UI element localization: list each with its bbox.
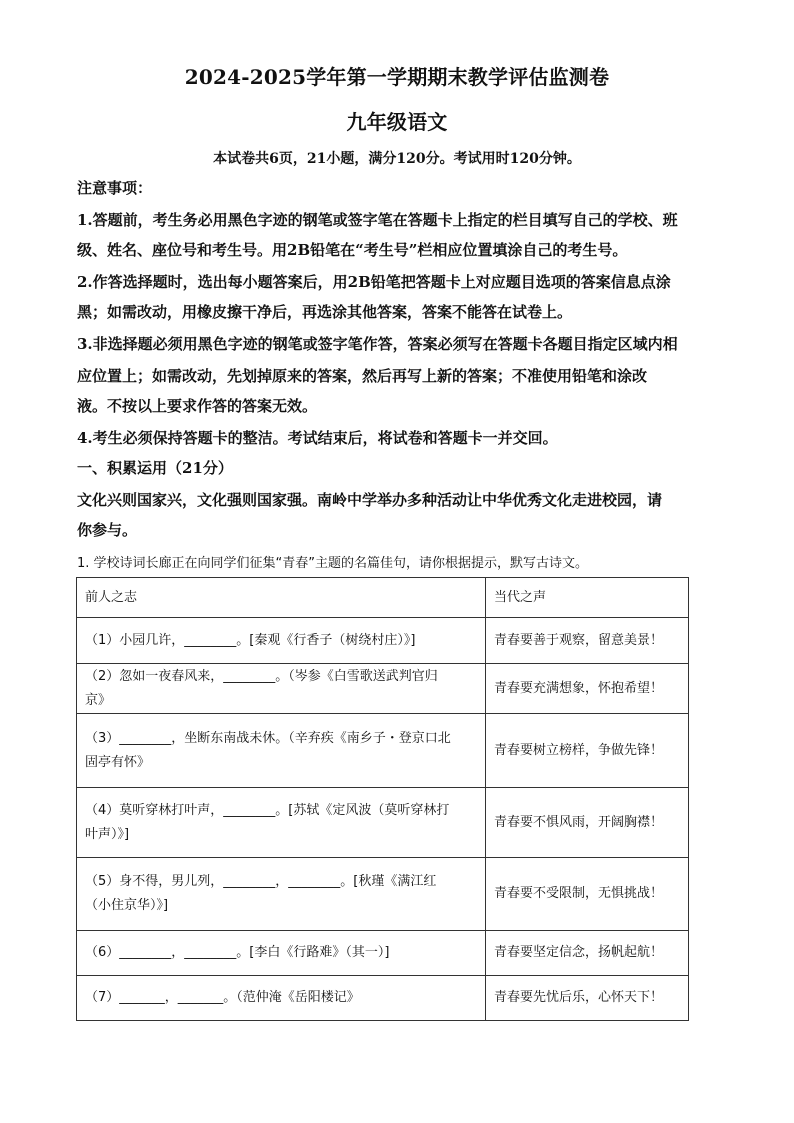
table-cell-left [77, 788, 486, 858]
cell-line: 京》 [85, 692, 112, 708]
table-row [77, 858, 689, 931]
table-cell-left [77, 976, 486, 1021]
notice-line-6: 应位置上；如需改动，先划掉原来的答案，然后再写上新的答案；不准使用铅笔和涂改 [77, 367, 648, 385]
table-cell-right: 青春要不惧风雨，开阔胸襟！ [486, 788, 689, 858]
poetry-table [76, 577, 689, 1021]
notice-line-3: 2.作答选择题时，选出每小题答案后，用2B铅笔把答题卡上对应题目选项的答案信息点涂 [77, 273, 671, 291]
cell-line: （3）________，坐断东南战未休。（辛弃疾《南乡子・登京口北 [85, 730, 451, 746]
cell-line: （4）莫听穿林打叶声，________。[苏轼《定风波（莫听穿林打 [85, 802, 450, 818]
section-intro-1: 文化兴则国家兴，文化强则国家强。南岭中学举办多种活动让中华优秀文化走进校园，请 [77, 491, 663, 509]
cell-line: （1）小园几许，________。[秦观《行香子（树绕村庄）》] [85, 632, 416, 648]
table-cell-left [77, 858, 486, 931]
notice-line-1: 1.答题前，考生务必用黑色字迹的钢笔或签字笔在答题卡上指定的栏目填写自己的学校、班 [77, 211, 678, 229]
cell-line: （2）忽如一夜春风来，________。（岑参《白雪歌送武判官归 [85, 668, 438, 684]
section-intro-2: 你参与。 [77, 521, 138, 539]
table-row [77, 618, 689, 664]
table-cell-left [77, 931, 486, 976]
cell-line: （6）________，________。[李白《行路难》（其一）] [85, 945, 390, 960]
notice-heading: 注意事项： [77, 179, 153, 197]
notice-line-2: 级、姓名、座位号和考生号。用2B铅笔在“考生号”栏相应位置填涂自己的考生号。 [77, 241, 628, 259]
table-cell-right: 青春要充满想象，怀抱希望！ [486, 664, 689, 714]
table-cell-right: 青春要坚定信念，扬帆起航！ [486, 931, 689, 976]
table-cell-right: 青春要不受限制，无惧挑战！ [486, 858, 689, 931]
cell-line: 叶声）》] [85, 826, 130, 842]
cell-line: 固亭有怀》 [85, 754, 151, 770]
notice-line-8: 4.考生必须保持答题卡的整洁。考试结束后，将试卷和答题卡一并交回。 [77, 429, 558, 447]
cell-line: （7）_______，_______。（范仲淹《岳阳楼记》 [85, 990, 360, 1005]
exam-subject: 九年级语文 [346, 110, 448, 134]
table-cell-right: 青春要树立榜样，争做先锋！ [486, 714, 689, 788]
notice-line-5: 3.非选择题必须用黑色字迹的钢笔或签字笔作答，答案必须写在答题卡各题目指定区域内相 [77, 335, 678, 353]
table-cell-right: 青春要先忧后乐，心怀天下！ [486, 976, 689, 1021]
exam-info: 本试卷共6页，21小题，满分120分。考试用时120分钟。 [213, 151, 581, 167]
table-cell-right: 青春要善于观察，留意美景！ [486, 618, 689, 664]
table-cell-left [77, 714, 486, 788]
table-header-right: 当代之声 [486, 578, 689, 618]
notice-line-4: 黑；如需改动，用橡皮擦干净后，再选涂其他答案，答案不能答在试卷上。 [77, 303, 573, 321]
question-1: 1. 学校诗词长廊正在向同学们征集“青春”主题的名篇佳句，请你根据提示，默写古诗文。 [77, 556, 589, 571]
table-row [77, 976, 689, 1021]
cell-line: （5）身不得，男儿列，________，________。[秋瑾《满江红 [85, 874, 437, 889]
exam-title: 2024-2025学年第一学期期末教学评估监测卷 [184, 65, 610, 89]
table-row [77, 931, 689, 976]
table-row [77, 788, 689, 858]
table-row [77, 714, 689, 788]
notice-line-7: 液。不按以上要求作答的答案无效。 [77, 397, 318, 415]
table-header-left: 前人之志 [77, 578, 486, 618]
cell-line: （小住京华）》] [85, 898, 169, 913]
table-header-row [77, 578, 689, 618]
table-cell-left [77, 664, 486, 714]
table-cell-left [77, 618, 486, 664]
section-heading: 一、积累运用（21分） [77, 459, 233, 477]
table-row [77, 664, 689, 714]
